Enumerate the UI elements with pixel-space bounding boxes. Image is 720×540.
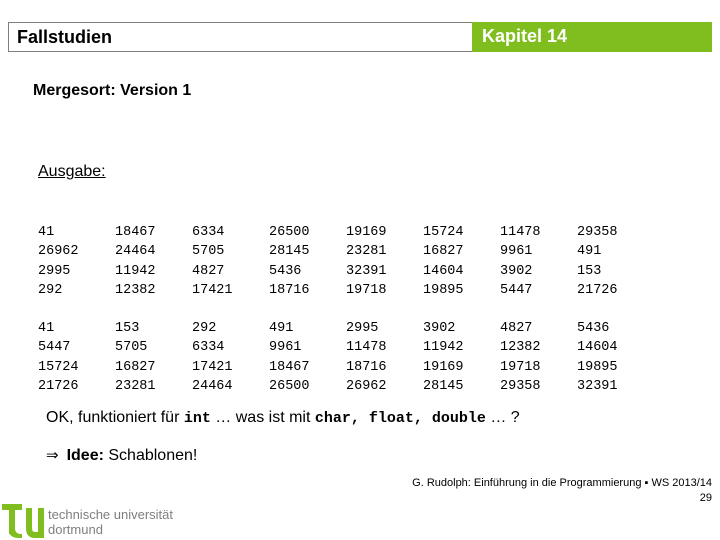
output-row bbox=[38, 223, 654, 300]
output-column: 4827 12382 19718 29358 bbox=[500, 321, 541, 394]
output-column: 41 5447 15724 21726 bbox=[38, 321, 79, 394]
output-row bbox=[38, 319, 654, 396]
footer-citation: G. Rudolph: Einführung in die Programmierung ▪ WS 2013/14 bbox=[412, 477, 712, 489]
output-column: 153 5705 16827 23281 bbox=[115, 321, 156, 394]
question-part1: OK, funktioniert für bbox=[46, 409, 184, 426]
implies-arrow-icon: ⇒ bbox=[46, 446, 59, 464]
output-column: 41 26962 2995 292 bbox=[38, 225, 79, 298]
output-grid bbox=[38, 223, 654, 415]
header-right-bar bbox=[472, 22, 712, 52]
output-column: 6334 5705 4827 17421 bbox=[192, 225, 233, 298]
output-column: 18467 24464 11942 12382 bbox=[115, 225, 156, 298]
output-column: 2995 11478 18716 26962 bbox=[346, 321, 387, 394]
output-column: 19169 23281 32391 19718 bbox=[346, 225, 387, 298]
section-title: Fallstudien bbox=[17, 27, 113, 47]
idea-line bbox=[46, 446, 197, 465]
tu-logo-icon bbox=[2, 504, 46, 538]
idea-label: Idee: bbox=[66, 447, 104, 464]
question-part3: … ? bbox=[485, 409, 520, 426]
logo-text-line1: technische universität bbox=[48, 507, 174, 522]
question-line bbox=[46, 409, 520, 427]
output-label: Ausgabe: bbox=[38, 163, 106, 180]
code-int: int bbox=[183, 410, 211, 427]
logo-text-line2: dortmund bbox=[48, 522, 103, 537]
page-number: 29 bbox=[699, 492, 712, 504]
output-column: 292 6334 17421 24464 bbox=[192, 321, 233, 394]
idea-text: Schablonen! bbox=[103, 447, 198, 464]
output-column: 29358 491 153 21726 bbox=[577, 225, 618, 298]
chapter-title: Kapitel 14 bbox=[482, 26, 568, 46]
output-column: 491 9961 18467 26500 bbox=[269, 321, 310, 394]
output-column: 5436 14604 19895 32391 bbox=[577, 321, 618, 394]
output-column: 11478 9961 3902 5447 bbox=[500, 225, 541, 298]
output-column: 3902 11942 19169 28145 bbox=[423, 321, 464, 394]
slide-subtitle: Mergesort: Version 1 bbox=[33, 82, 192, 99]
output-column: 26500 28145 5436 18716 bbox=[269, 225, 310, 298]
code-types: char, float, double bbox=[314, 410, 486, 427]
header-left-bar bbox=[8, 22, 472, 52]
footer bbox=[412, 476, 712, 506]
question-part2: … was ist mit bbox=[210, 409, 315, 426]
output-column: 15724 16827 14604 19895 bbox=[423, 225, 464, 298]
